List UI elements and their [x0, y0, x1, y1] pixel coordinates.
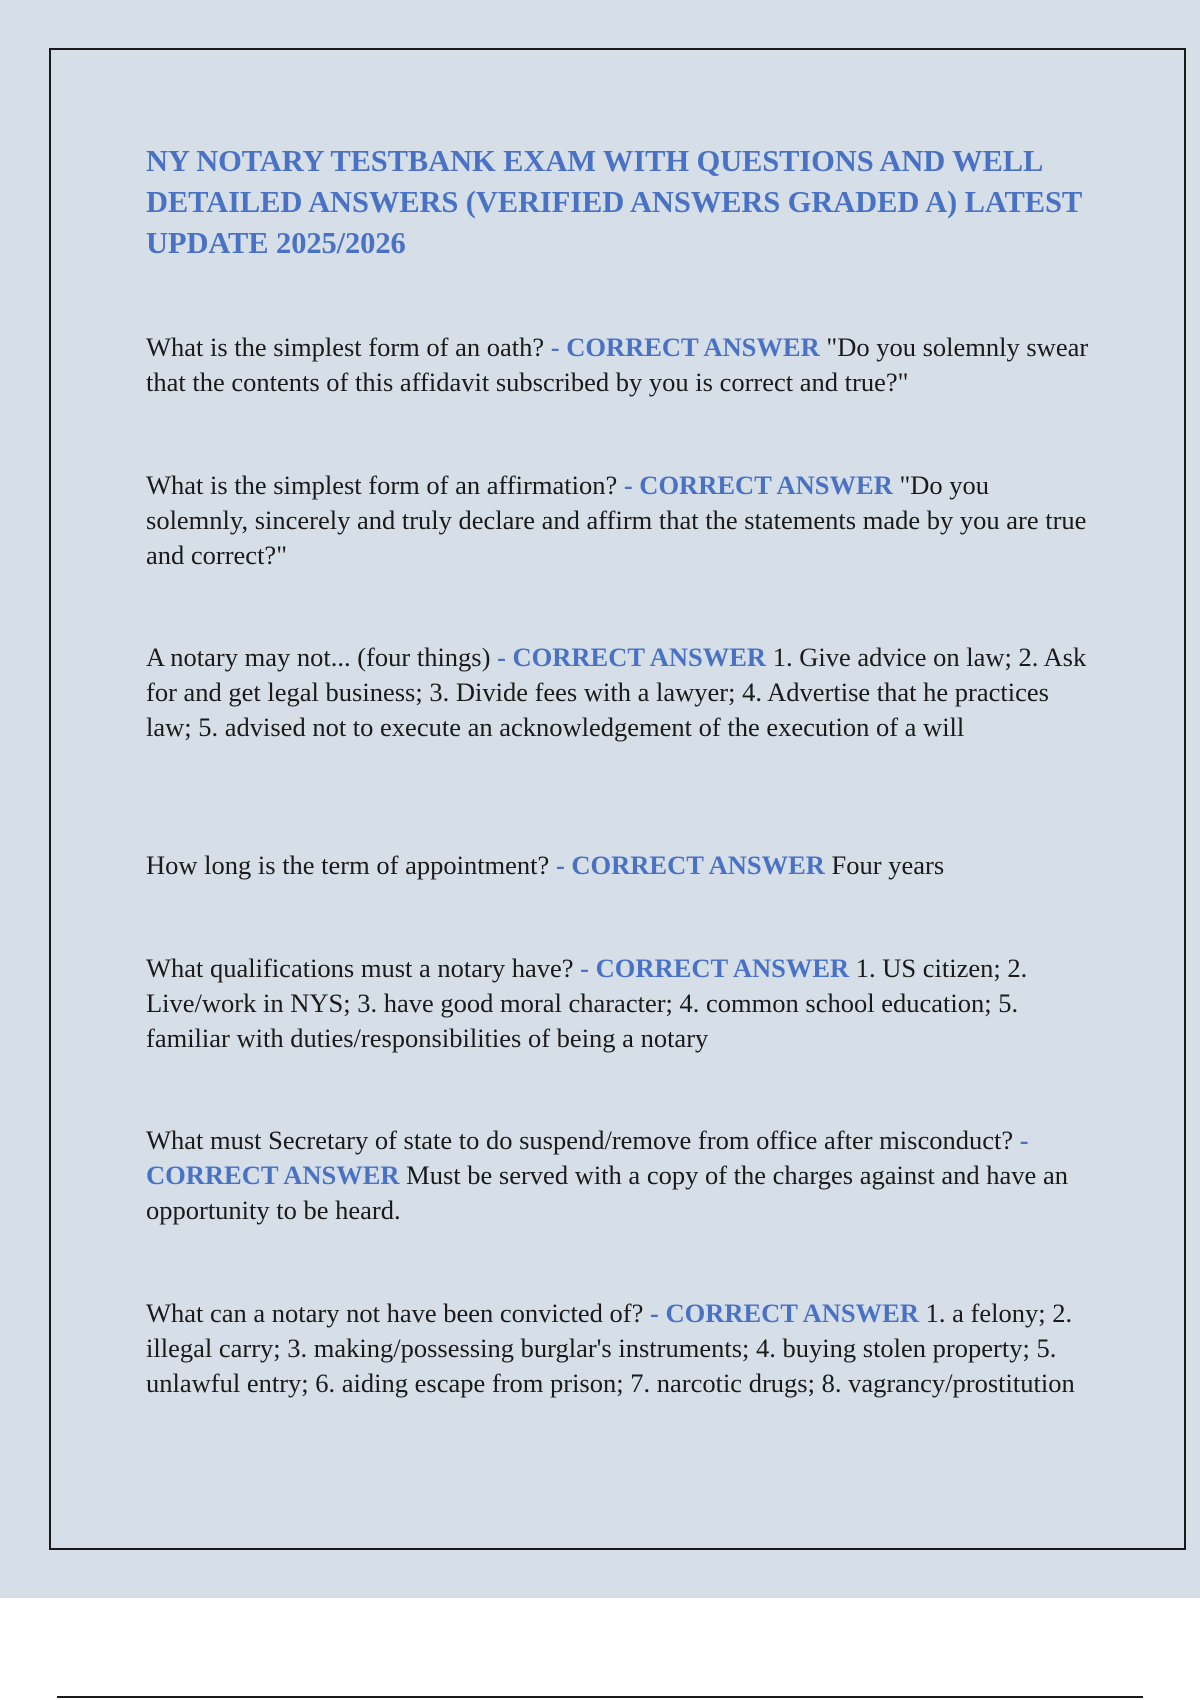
qa-item-qualifications [146, 951, 1091, 1056]
answer-text: "Do you solemnly swear that the contents of this affidavit subscribed by you is correct and true?" [146, 332, 1089, 397]
question-text: What must Secretary of state to do suspend/remove from office after misconduct? [146, 1125, 1014, 1155]
question-text: What qualifications must a notary have? [146, 953, 574, 983]
qa-item-notary-may-not [146, 640, 1091, 745]
answer-text: Four years [831, 850, 945, 880]
correct-answer-marker: - CORRECT ANSWER [550, 332, 820, 362]
question-text: A notary may not... (four things) [146, 642, 491, 672]
answer-text: Must be served with a copy of the charges against and have an opportunity to be heard. [146, 1160, 1068, 1225]
document-content [146, 141, 1091, 1398]
answer-text: 1. US citizen; 2. Live/work in NYS; 3. have good moral character; 4. common school education; 5. familiar with duties/responsibilities of being a notary [146, 953, 1028, 1053]
document-title: NY NOTARY TESTBANK EXAM WITH QUESTIONS AND WELL DETAILED ANSWERS (VERIFIED ANSWERS GRADED A) LATEST UPDATE 2025/2026 [146, 144, 1082, 260]
correct-answer-marker: - CORRECT ANSWER [146, 1125, 1029, 1190]
correct-answer-marker: - CORRECT ANSWER [580, 953, 850, 983]
question-text: How long is the term of appointment? [146, 850, 550, 880]
qa-item-affirmation [146, 468, 1091, 573]
qa-item-convictions [146, 1296, 1091, 1401]
question-text: What is the simplest form of an affirmation? [146, 470, 618, 500]
footer-rule [57, 1696, 1143, 1698]
question-text: What can a notary not have been convicted of? [146, 1298, 644, 1328]
correct-answer-marker: - CORRECT ANSWER [650, 1298, 919, 1328]
answer-text: 1. a felony; 2. illegal carry; 3. making/possessing burglar's instruments; 4. buying stolen property; 5. unlawful entry; 6. aiding escape from prison; 7. narcotic drugs; 8. vagrancy/prostitution [146, 1298, 1075, 1398]
correct-answer-marker: - CORRECT ANSWER [623, 470, 893, 500]
correct-answer-marker: - CORRECT ANSWER [497, 642, 767, 672]
correct-answer-marker: - CORRECT ANSWER [555, 850, 825, 880]
answer-text: "Do you solemnly, sincerely and truly declare and affirm that the statements made by you are true and correct?" [146, 470, 1087, 570]
qa-item-term [146, 848, 1091, 883]
qa-item-oath [146, 330, 1091, 400]
answer-text: 1. Give advice on law; 2. Ask for and get legal business; 3. Divide fees with a lawyer; 4. Advertise that he practices law; 5. advised not to execute an acknowledgement of the execution of a will [146, 642, 1087, 742]
question-text: What is the simplest form of an oath? [146, 332, 545, 362]
qa-item-secretary-of-state [146, 1123, 1091, 1228]
